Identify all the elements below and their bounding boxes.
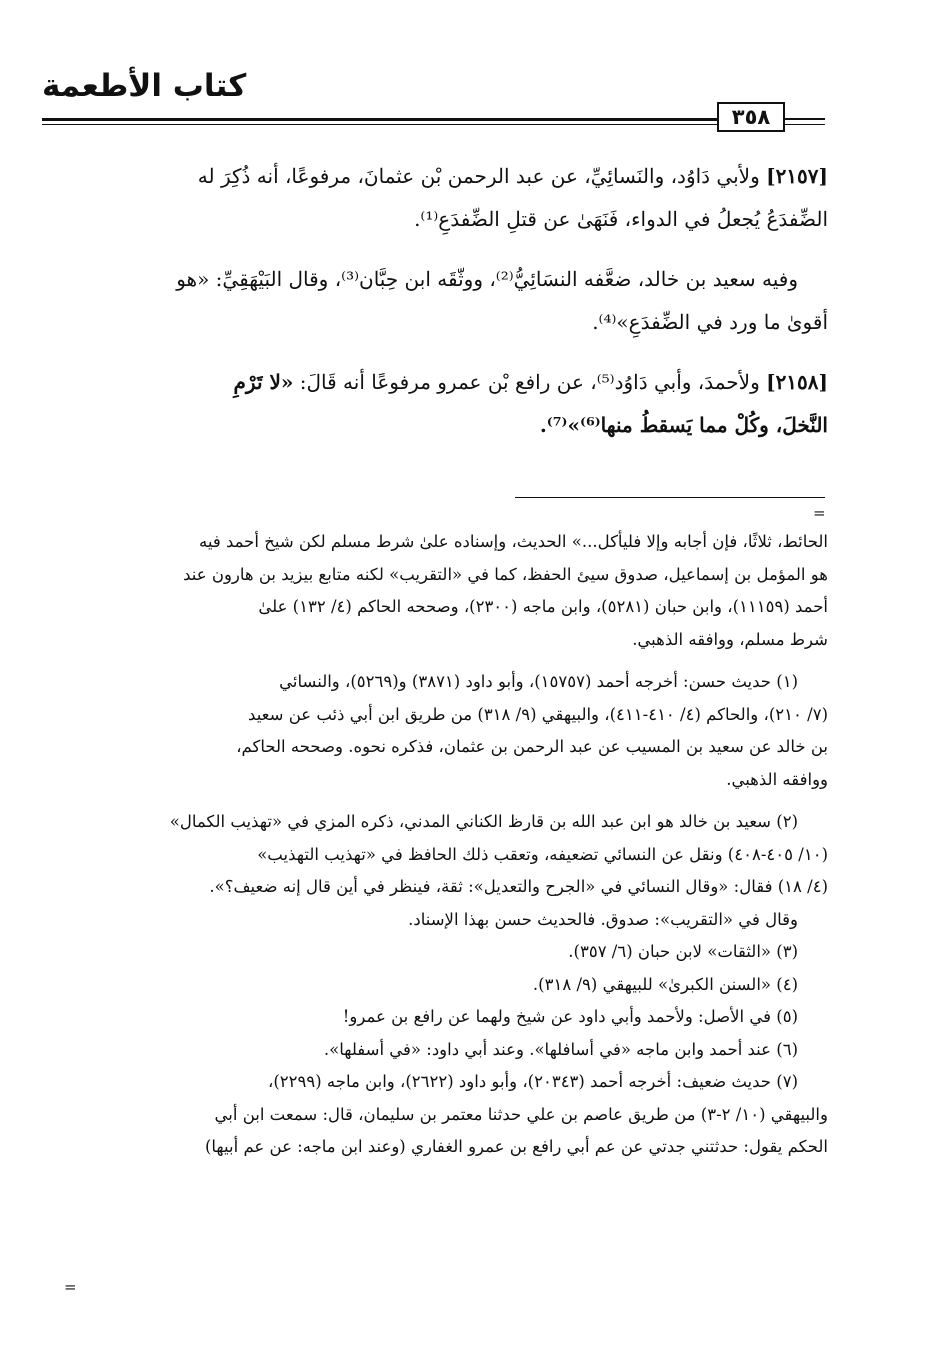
footnote-separator xyxy=(515,497,825,498)
hadith-text: ولأبي دَاوُد، والنَسائِيِّ، عن عبد الرحمن بْن عثمانَ، مرفوعًا، أنه ذُكِرَ له xyxy=(197,164,760,188)
footnote-7-line: والبيهقي (١٠/ ٢-٣) من طريق عاصم بن علي حدثنا معتمر بن سليمان، قال: سمعت ابن أبي xyxy=(214,1104,828,1124)
footnote-1-line: (٧/ ٢١٠)، والحاكم (٤/ ٤١٠-٤١١)، والبيهقي (٩/ ٣١٨) من طريق ابن أبي ذئب عن سعيد xyxy=(248,704,828,724)
footnote-2-line: (١٠/ ٤٠٥-٤٠٨) ونقل عن النسائي تضعيفه، وتعقب ذلك الحافظ في «تهذيب التهذيب» xyxy=(257,844,828,864)
footnote-carry-line: هو المؤمل بن إسماعيل، صدوق سيئ الحفظ، كما في «التقريب» لكنه متابع بيزيد بن هارون عند xyxy=(183,564,828,584)
hadith-2158-line-2: النَّخلَ، وكُلْ مما يَسقطُ منها⁽⁶⁾»⁽⁷⁾. xyxy=(539,413,828,437)
hadith-number: [٢١٥٧] xyxy=(766,164,828,188)
footnote-4: (٤) «السنن الكبرىٰ» للبيهقي (٩/ ٣١٨). xyxy=(532,974,798,994)
footnote-3: (٣) «الثقات» لابن حبان (٦/ ٣٥٧). xyxy=(568,942,798,961)
footnote-2-line: وقال في «التقريب»: صدوق. فالحديث حسن بهذا الإسناد. xyxy=(408,909,798,929)
footnote-carry-line: شرط مسلم، ووافقه الذهبي. xyxy=(632,629,828,649)
footnote-2-line: (٤/ ١٨) فقال: «وقال النسائي في «الجرح والتعديل»: ثقة، فينظر في أين قال إنه ضعيف؟». xyxy=(209,877,828,896)
header-rule xyxy=(42,118,718,121)
hadith-2157-line-1 xyxy=(52,155,828,198)
header-rule-right xyxy=(785,118,825,120)
footnotes xyxy=(44,526,828,1164)
footnote-1-line: ووافقه الذهبي. xyxy=(726,769,828,789)
hadith-quote: «لا تَرْمِ xyxy=(233,370,294,394)
main-text xyxy=(52,155,828,447)
footnote-carry-line: أحمد (١١١٥٩)، وابن حبان (٥٢٨١)، وابن ماجه (٢٣٠٠)، وصححه الحاكم (٤/ ١٣٢) علىٰ xyxy=(258,597,828,616)
footnote-7-line: (٧) حديث ضعيف: أخرجه أحمد (٢٠٣٤٣)، وأبو داود (٢٦٢٢)، وابن ماجه (٢٢٩٩)، xyxy=(268,1072,798,1091)
header-rule-right-thin xyxy=(785,124,825,125)
hadith-number: [٢١٥٨] xyxy=(766,370,828,394)
page-number: ٣٥٨ xyxy=(717,102,785,132)
footnote-2-line: (٢) سعيد بن خالد هو ابن عبد الله بن قارظ الكناني المدني، ذكره المزي في «تهذيب الكمال» xyxy=(169,812,798,831)
header-rule-thin xyxy=(42,124,718,125)
hadith-2157-line-2: الضِّفدَعُ يُجعلُ في الدواء، فَنَهَىٰ عن قتلِ الضِّفدَعِ⁽¹⁾. xyxy=(414,207,828,231)
footnote-5: (٥) في الأصل: ولأحمد وأبي داود عن شيخ ولهما عن رافع بن عمرو! xyxy=(342,1007,798,1026)
footnote-carry-line: الحائط، ثلاثًا، فإن أجابه وإلا فليأكل...» الحديث، وإسناده علىٰ شرط مسلم لكن شيخ أحمد فيه xyxy=(199,532,828,551)
hadith-text: ولأحمدَ، وأبي دَاوُد⁽⁵⁾، عن رافع بْن عمرو مرفوعًا أنه قَالَ: xyxy=(293,370,760,394)
footnote-1-line: (١) حديث حسن: أخرجه أحمد (١٥٧٥٧)، وأبو داود (٣٨٧١) و(٥٢٦٩)، والنسائي xyxy=(279,672,798,691)
footnote-1-line: بن خالد عن سعيد بن المسيب عن عبد الرحمن بن عثمان، فذكره نحوه. وصححه الحاكم، xyxy=(236,737,828,756)
commentary-line-1: وفيه سعيد بن خالد، ضعَّفه النسَائِيُّ⁽²⁾، ووثّقَه ابن حِبَّان⁽³⁾، وقال البَيْهَقِيِّ: «هو xyxy=(176,267,798,291)
book-title: كتاب الأطعمة xyxy=(42,68,247,104)
continuation-mark: = xyxy=(813,504,826,522)
footnote-6: (٦) عند أحمد وابن ماجه «في أسافلها». وعند أبي داود: «في أسفلها». xyxy=(323,1039,798,1059)
footnote-7-line: الحكم يقول: حدثتني جدتي عن عم أبي رافع بن عمرو الغفاري (وعند ابن ماجه: عن عم أبيها) xyxy=(204,1137,828,1156)
continuation-mark-end: = xyxy=(64,1278,77,1296)
commentary-line-2: أقوىٰ ما ورد في الضِّفدَعِ»⁽⁴⁾. xyxy=(592,310,828,334)
hadith-2158-line-1 xyxy=(52,361,828,404)
